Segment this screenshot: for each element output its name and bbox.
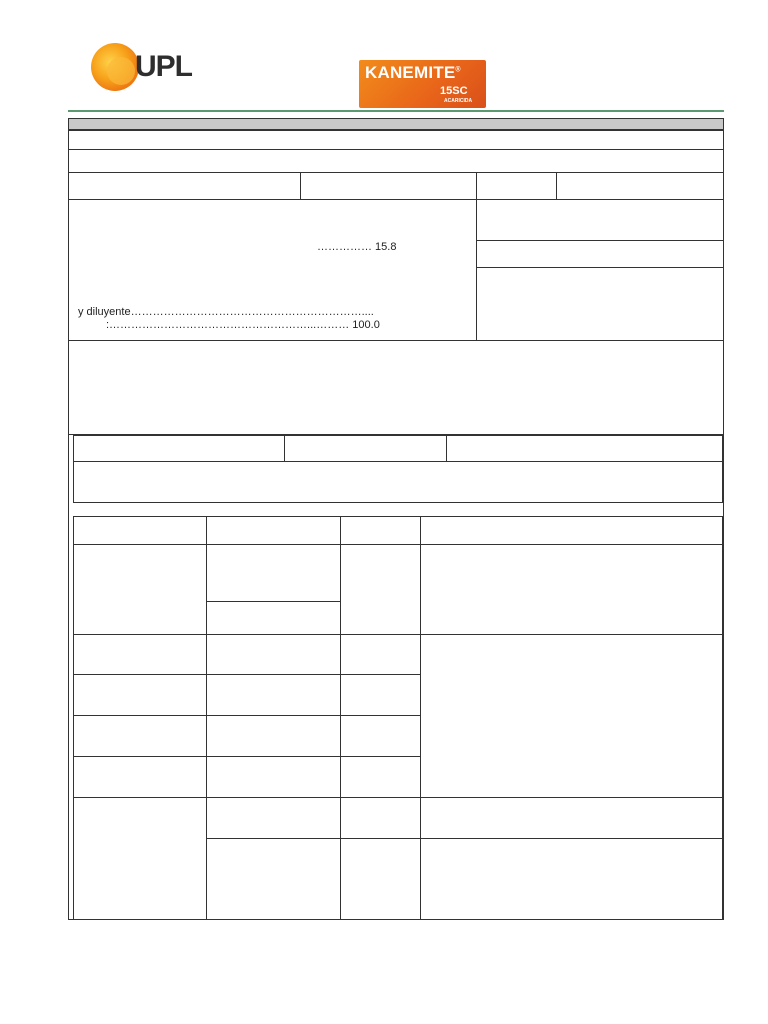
row-type <box>68 149 724 173</box>
row-product <box>68 130 724 150</box>
table-row-g-c2 <box>206 838 341 920</box>
upl-logo-text: UPL <box>135 50 192 83</box>
table-header-c2 <box>206 516 341 545</box>
kanemite-sub: 15SC <box>440 85 468 97</box>
composition-active-line: …………… 15.8 <box>317 241 397 253</box>
table-row-a-c4 <box>420 544 723 635</box>
table-row-g-c4 <box>420 838 723 920</box>
table-row-e-c1 <box>73 756 207 798</box>
cell-r3-c1 <box>68 172 301 200</box>
table-header-c4 <box>420 516 723 545</box>
right-cell-2 <box>476 240 724 268</box>
kanemite-tag: ACARICIDA <box>444 98 473 104</box>
table-row-c-c2 <box>206 674 341 716</box>
table-row-c-c3 <box>340 674 421 716</box>
table-header-c3 <box>340 516 421 545</box>
table-row-d-c3 <box>340 715 421 757</box>
table-rows-b-e-c4 <box>420 634 723 798</box>
inner-wide-row <box>73 461 723 503</box>
inner-r1-c1 <box>73 435 285 462</box>
cell-r3-c3 <box>476 172 557 200</box>
composition-total-line: :………………………………………………...……… 100.0 <box>106 319 380 331</box>
inner-r1-c3 <box>446 435 723 462</box>
table-row-a-c2-bottom <box>206 601 341 635</box>
cell-r3-c4 <box>556 172 724 200</box>
table-row-d-c2 <box>206 715 341 757</box>
kanemite-name: KANEMITE <box>365 63 456 82</box>
table-row-b-c2 <box>206 634 341 675</box>
right-cell-1 <box>476 199 724 241</box>
section-bar <box>68 118 724 130</box>
table-row-f-c2 <box>206 797 341 839</box>
table-row-f-c3 <box>340 797 421 839</box>
table-row-d-c1 <box>73 715 207 757</box>
table-header-c1 <box>73 516 207 545</box>
table-row-f-c4 <box>420 797 723 839</box>
table-row-g-c3 <box>340 838 421 920</box>
inner-r1-c2 <box>284 435 447 462</box>
header-rule <box>68 110 724 112</box>
table-row-a-c3 <box>340 544 421 635</box>
table-row-a-c1 <box>73 544 207 635</box>
right-cell-3 <box>476 267 724 341</box>
table-row-b-c1 <box>73 634 207 675</box>
table-row-a-c2-top <box>206 544 341 602</box>
table-row-b-c3 <box>340 634 421 675</box>
wide-block <box>68 340 724 435</box>
table-row-e-c2 <box>206 756 341 798</box>
kanemite-title <box>365 63 461 83</box>
table-row-e-c3 <box>340 756 421 798</box>
table-row-c-c1 <box>73 674 207 716</box>
composition-diluent-line: y diluyente……………………………………………………….... <box>78 306 374 318</box>
kanemite-registered: ® <box>455 66 461 74</box>
table-row-f-c1 <box>73 797 207 920</box>
cell-r3-c2 <box>300 172 477 200</box>
